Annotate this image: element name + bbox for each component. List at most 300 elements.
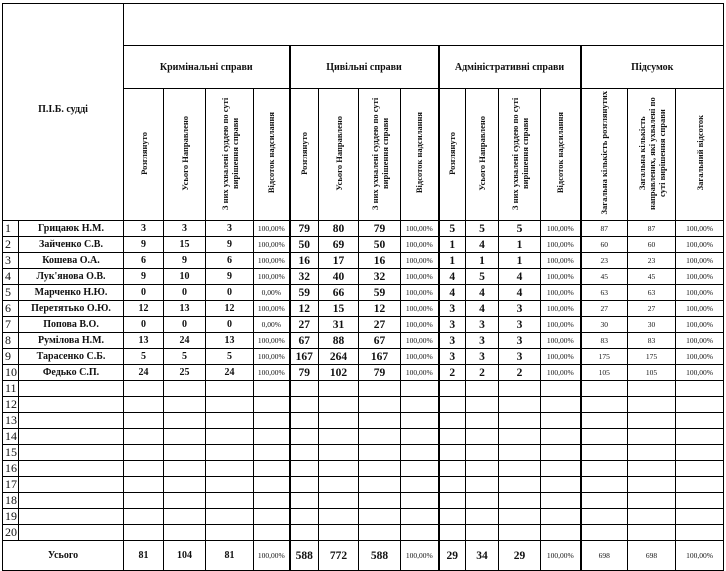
cell-summary-2: 100,00% — [676, 285, 724, 301]
cell-c-1: 25 — [164, 365, 206, 381]
cell-c-1: 104 — [164, 541, 206, 571]
cell-a-0 — [439, 509, 466, 525]
cell-c-2: 6 — [206, 253, 254, 269]
cell-c-3 — [254, 445, 290, 461]
judge-name: Попова В.О. — [19, 317, 124, 333]
cell-a-1: 1 — [466, 253, 499, 269]
cell-a-0: 1 — [439, 253, 466, 269]
cell-c-2 — [206, 461, 254, 477]
cell-a-1: 34 — [466, 541, 499, 571]
cell-a-0: 29 — [439, 541, 466, 571]
cell-summary-0: 63 — [581, 285, 628, 301]
subheader-a-1 — [466, 89, 499, 221]
cell-v-1 — [319, 413, 359, 429]
subheader-label: Відсоток надсилання — [555, 112, 566, 194]
cell-summary-2: 100,00% — [676, 269, 724, 285]
subheader-v-3 — [401, 89, 439, 221]
cell-a-1 — [466, 493, 499, 509]
row-number: 2 — [3, 237, 19, 253]
cell-v-3 — [401, 429, 439, 445]
cell-summary-2: 100,00% — [676, 349, 724, 365]
subheader-a-2 — [499, 89, 541, 221]
subheader-label: Розглянуто — [299, 131, 310, 175]
cell-a-0 — [439, 413, 466, 429]
cell-c-2: 0 — [206, 285, 254, 301]
table-row — [3, 333, 724, 349]
cell-c-0: 9 — [124, 237, 164, 253]
cell-v-2: 32 — [359, 269, 401, 285]
subheader-label: Загальний відсоток — [694, 115, 705, 191]
cell-summary-2 — [676, 381, 724, 397]
cell-v-3 — [401, 477, 439, 493]
table-row — [3, 509, 724, 525]
subheader-v-1 — [319, 89, 359, 221]
cell-v-3: 100,00% — [401, 349, 439, 365]
group-summary: Підсумок — [581, 46, 724, 89]
cell-c-2: 3 — [206, 221, 254, 237]
cell-a-2 — [499, 445, 541, 461]
cell-summary-0 — [581, 397, 628, 413]
cell-a-1 — [466, 413, 499, 429]
cell-c-0: 24 — [124, 365, 164, 381]
cell-a-1: 4 — [466, 301, 499, 317]
table-row — [3, 429, 724, 445]
subheader-c-2 — [206, 89, 254, 221]
cell-c-1: 3 — [164, 221, 206, 237]
cell-v-1 — [319, 445, 359, 461]
cell-v-3: 100,00% — [401, 269, 439, 285]
cell-c-1: 0 — [164, 317, 206, 333]
cell-v-1 — [319, 397, 359, 413]
cell-v-1 — [319, 509, 359, 525]
cell-c-3 — [254, 461, 290, 477]
row-number: 7 — [3, 317, 19, 333]
subheader-label: Загальна кількість розглянутих — [599, 91, 610, 215]
cell-summary-1: 87 — [628, 221, 676, 237]
subheader-c-1 — [164, 89, 206, 221]
row-number: 8 — [3, 333, 19, 349]
subheader-label: Усього Направлено — [179, 115, 190, 191]
subheader-v-2 — [359, 89, 401, 221]
row-number: 13 — [3, 413, 19, 429]
cell-summary-1: 60 — [628, 237, 676, 253]
cell-summary-2 — [676, 413, 724, 429]
cell-a-3: 100,00% — [541, 253, 581, 269]
cell-summary-2: 100,00% — [676, 221, 724, 237]
cell-c-1: 13 — [164, 301, 206, 317]
judges-statistics-table — [2, 3, 724, 571]
cell-v-2 — [359, 397, 401, 413]
cell-a-0 — [439, 525, 466, 541]
table-row — [3, 381, 724, 397]
cell-v-1 — [319, 429, 359, 445]
cell-v-2 — [359, 461, 401, 477]
row-number: 15 — [3, 445, 19, 461]
cell-c-0 — [124, 397, 164, 413]
cell-v-2: 79 — [359, 365, 401, 381]
cell-v-3: 100,00% — [401, 365, 439, 381]
cell-a-1: 3 — [466, 317, 499, 333]
cell-v-1: 102 — [319, 365, 359, 381]
cell-v-3 — [401, 381, 439, 397]
judge-name: Грицаюк Н.М. — [19, 221, 124, 237]
cell-summary-0: 23 — [581, 253, 628, 269]
cell-v-3: 100,00% — [401, 333, 439, 349]
cell-c-1: 0 — [164, 285, 206, 301]
cell-c-0: 6 — [124, 253, 164, 269]
cell-a-0 — [439, 429, 466, 445]
cell-v-0 — [290, 477, 319, 493]
cell-c-2: 5 — [206, 349, 254, 365]
table-row — [3, 221, 724, 237]
cell-a-2: 3 — [499, 301, 541, 317]
cell-c-3: 100,00% — [254, 333, 290, 349]
cell-c-0 — [124, 461, 164, 477]
cell-summary-2 — [676, 509, 724, 525]
cell-v-3: 100,00% — [401, 285, 439, 301]
cell-v-0: 59 — [290, 285, 319, 301]
cell-summary-2: 100,00% — [676, 301, 724, 317]
cell-c-1: 10 — [164, 269, 206, 285]
cell-summary-2: 100,00% — [676, 317, 724, 333]
cell-summary-1 — [628, 509, 676, 525]
table-row — [3, 493, 724, 509]
subheader-label: З них ухвалені суддею по суті вирішення справи — [219, 96, 240, 210]
cell-a-2 — [499, 525, 541, 541]
group-criminal: Кримінальні справи — [124, 46, 290, 89]
cell-summary-0 — [581, 381, 628, 397]
cell-a-1 — [466, 397, 499, 413]
cell-v-0: 16 — [290, 253, 319, 269]
cell-a-2: 29 — [499, 541, 541, 571]
cell-v-2: 79 — [359, 221, 401, 237]
cell-v-0: 79 — [290, 221, 319, 237]
cell-a-3 — [541, 429, 581, 445]
cell-v-1: 80 — [319, 221, 359, 237]
row-number: 1 — [3, 221, 19, 237]
cell-a-0: 3 — [439, 301, 466, 317]
table-row — [3, 477, 724, 493]
row-number: 11 — [3, 381, 19, 397]
cell-v-2 — [359, 445, 401, 461]
cell-c-1: 9 — [164, 253, 206, 269]
table-row — [3, 237, 724, 253]
cell-c-3: 100,00% — [254, 221, 290, 237]
judge-name-header: П.І.Б. судді — [3, 4, 124, 221]
cell-a-1 — [466, 445, 499, 461]
cell-a-2: 3 — [499, 317, 541, 333]
judge-name — [19, 477, 124, 493]
cell-summary-0: 45 — [581, 269, 628, 285]
cell-a-3: 100,00% — [541, 333, 581, 349]
cell-summary-2: 100,00% — [676, 365, 724, 381]
judge-name — [19, 381, 124, 397]
row-number: 3 — [3, 253, 19, 269]
cell-c-1: 15 — [164, 237, 206, 253]
cell-a-0: 4 — [439, 285, 466, 301]
judge-name: Марченко Н.Ю. — [19, 285, 124, 301]
cell-summary-1: 30 — [628, 317, 676, 333]
cell-c-2 — [206, 509, 254, 525]
cell-c-0: 12 — [124, 301, 164, 317]
cell-c-0 — [124, 381, 164, 397]
cell-a-1 — [466, 381, 499, 397]
totals-row — [3, 541, 724, 571]
cell-summary-0: 60 — [581, 237, 628, 253]
cell-v-1: 40 — [319, 269, 359, 285]
cell-a-0 — [439, 461, 466, 477]
subheader-summary-0 — [581, 89, 628, 221]
cell-a-1: 5 — [466, 221, 499, 237]
cell-c-0: 9 — [124, 269, 164, 285]
cell-c-0: 81 — [124, 541, 164, 571]
judge-name: Федько С.П. — [19, 365, 124, 381]
cell-v-0 — [290, 509, 319, 525]
cell-c-0 — [124, 509, 164, 525]
cell-a-0: 4 — [439, 269, 466, 285]
cell-summary-1: 83 — [628, 333, 676, 349]
table-row — [3, 413, 724, 429]
cell-summary-2: 100,00% — [676, 253, 724, 269]
cell-a-2 — [499, 429, 541, 445]
cell-summary-0 — [581, 493, 628, 509]
cell-c-3: 0,00% — [254, 285, 290, 301]
cell-c-1 — [164, 477, 206, 493]
subheader-a-0 — [439, 89, 466, 221]
cell-v-3 — [401, 509, 439, 525]
cell-a-2: 3 — [499, 333, 541, 349]
cell-c-3: 100,00% — [254, 253, 290, 269]
subheader-label: Усього Направлено — [333, 115, 344, 191]
cell-a-2: 2 — [499, 365, 541, 381]
judge-name — [19, 429, 124, 445]
cell-c-2 — [206, 525, 254, 541]
cell-v-0: 67 — [290, 333, 319, 349]
cell-v-0: 588 — [290, 541, 319, 571]
cell-c-3: 100,00% — [254, 269, 290, 285]
cell-a-0: 3 — [439, 333, 466, 349]
subheader-label: Загальна кількість направлених, які ухвалені по суті вирішення справи — [636, 96, 667, 210]
cell-a-0 — [439, 445, 466, 461]
cell-c-3 — [254, 429, 290, 445]
table-row — [3, 285, 724, 301]
cell-v-0: 32 — [290, 269, 319, 285]
cell-c-2: 9 — [206, 269, 254, 285]
cell-v-1: 69 — [319, 237, 359, 253]
row-number: 16 — [3, 461, 19, 477]
subheader-label: Розглянуто — [447, 131, 458, 175]
cell-v-3 — [401, 445, 439, 461]
cell-v-3 — [401, 493, 439, 509]
cell-a-2 — [499, 509, 541, 525]
cell-a-2 — [499, 493, 541, 509]
cell-summary-1: 45 — [628, 269, 676, 285]
cell-a-3: 100,00% — [541, 317, 581, 333]
cell-v-0 — [290, 413, 319, 429]
cell-summary-2 — [676, 429, 724, 445]
cell-v-2: 50 — [359, 237, 401, 253]
cell-a-2 — [499, 477, 541, 493]
cell-summary-1: 23 — [628, 253, 676, 269]
judge-name: Кошева О.А. — [19, 253, 124, 269]
cell-a-3 — [541, 397, 581, 413]
cell-a-1 — [466, 477, 499, 493]
cell-c-1 — [164, 525, 206, 541]
cell-c-2: 9 — [206, 237, 254, 253]
judge-name: Румілова Н.М. — [19, 333, 124, 349]
cell-c-2 — [206, 493, 254, 509]
subheader-label: Відсоток надсилання — [414, 112, 425, 194]
cell-summary-2 — [676, 477, 724, 493]
judge-name — [19, 509, 124, 525]
cell-summary-2 — [676, 461, 724, 477]
cell-a-2: 3 — [499, 349, 541, 365]
cell-summary-0 — [581, 509, 628, 525]
cell-c-2 — [206, 445, 254, 461]
cell-a-3: 100,00% — [541, 349, 581, 365]
cell-summary-0: 105 — [581, 365, 628, 381]
cell-c-0 — [124, 477, 164, 493]
judge-name: Тарасенко С.Б. — [19, 349, 124, 365]
cell-v-2 — [359, 413, 401, 429]
cell-summary-1 — [628, 429, 676, 445]
judge-name: Зайченко С.В. — [19, 237, 124, 253]
cell-v-1 — [319, 381, 359, 397]
cell-v-2: 588 — [359, 541, 401, 571]
cell-c-3 — [254, 381, 290, 397]
cell-c-0: 5 — [124, 349, 164, 365]
cell-c-3 — [254, 493, 290, 509]
cell-a-0 — [439, 397, 466, 413]
cell-a-2: 1 — [499, 237, 541, 253]
cell-summary-1 — [628, 493, 676, 509]
cell-a-1: 2 — [466, 365, 499, 381]
cell-c-1 — [164, 413, 206, 429]
subheader-c-3 — [254, 89, 290, 221]
cell-summary-1: 105 — [628, 365, 676, 381]
cell-v-1: 15 — [319, 301, 359, 317]
subheader-label: З них ухвалені суддею по суті вирішення справи — [369, 96, 390, 210]
table-row — [3, 301, 724, 317]
cell-v-2: 167 — [359, 349, 401, 365]
title-cell — [124, 4, 724, 46]
cell-a-3: 100,00% — [541, 237, 581, 253]
cell-summary-2: 100,00% — [676, 237, 724, 253]
group-administrative: Адміністративні справи — [439, 46, 581, 89]
cell-summary-1: 63 — [628, 285, 676, 301]
cell-summary-2 — [676, 397, 724, 413]
cell-v-1: 264 — [319, 349, 359, 365]
cell-a-0: 3 — [439, 349, 466, 365]
cell-v-3: 100,00% — [401, 541, 439, 571]
cell-summary-0: 30 — [581, 317, 628, 333]
cell-summary-1 — [628, 525, 676, 541]
cell-c-2: 81 — [206, 541, 254, 571]
cell-v-3: 100,00% — [401, 253, 439, 269]
cell-c-2 — [206, 397, 254, 413]
cell-v-3: 100,00% — [401, 301, 439, 317]
cell-a-2 — [499, 461, 541, 477]
cell-v-3: 100,00% — [401, 221, 439, 237]
row-number: 18 — [3, 493, 19, 509]
cell-c-2 — [206, 413, 254, 429]
cell-c-0: 0 — [124, 285, 164, 301]
cell-v-0: 12 — [290, 301, 319, 317]
group-civil: Цивільні справи — [290, 46, 439, 89]
cell-a-1 — [466, 429, 499, 445]
cell-a-0: 1 — [439, 237, 466, 253]
cell-v-1: 17 — [319, 253, 359, 269]
table-row — [3, 461, 724, 477]
cell-summary-2: 100,00% — [676, 333, 724, 349]
subheader-c-0 — [124, 89, 164, 221]
totals-label: Усього — [3, 541, 124, 571]
cell-summary-1: 27 — [628, 301, 676, 317]
judge-name: Лук'янова О.В. — [19, 269, 124, 285]
cell-summary-0 — [581, 525, 628, 541]
cell-v-1: 772 — [319, 541, 359, 571]
cell-c-2: 24 — [206, 365, 254, 381]
cell-summary-0: 87 — [581, 221, 628, 237]
judge-name — [19, 397, 124, 413]
cell-v-3 — [401, 461, 439, 477]
cell-v-1: 31 — [319, 317, 359, 333]
cell-c-2: 13 — [206, 333, 254, 349]
cell-summary-0 — [581, 445, 628, 461]
cell-v-2: 59 — [359, 285, 401, 301]
row-number: 17 — [3, 477, 19, 493]
cell-v-1: 88 — [319, 333, 359, 349]
cell-v-0 — [290, 525, 319, 541]
cell-c-3 — [254, 525, 290, 541]
cell-v-1 — [319, 477, 359, 493]
subheader-a-3 — [541, 89, 581, 221]
cell-summary-1 — [628, 397, 676, 413]
cell-c-1 — [164, 429, 206, 445]
cell-c-1 — [164, 493, 206, 509]
cell-summary-1 — [628, 381, 676, 397]
judge-name — [19, 461, 124, 477]
cell-summary-0 — [581, 429, 628, 445]
row-number: 9 — [3, 349, 19, 365]
subheader-label: Усього Направлено — [477, 115, 488, 191]
cell-v-1 — [319, 461, 359, 477]
row-number: 4 — [3, 269, 19, 285]
cell-a-2: 5 — [499, 221, 541, 237]
cell-v-1 — [319, 493, 359, 509]
cell-v-3: 100,00% — [401, 317, 439, 333]
cell-a-3 — [541, 493, 581, 509]
cell-v-0: 167 — [290, 349, 319, 365]
cell-a-3 — [541, 413, 581, 429]
cell-c-3: 100,00% — [254, 301, 290, 317]
cell-v-2 — [359, 477, 401, 493]
cell-a-3 — [541, 509, 581, 525]
table-row — [3, 365, 724, 381]
cell-a-3: 100,00% — [541, 269, 581, 285]
cell-v-0 — [290, 493, 319, 509]
cell-c-1 — [164, 397, 206, 413]
cell-c-0: 13 — [124, 333, 164, 349]
cell-a-1: 3 — [466, 349, 499, 365]
cell-summary-0: 698 — [581, 541, 628, 571]
row-number: 10 — [3, 365, 19, 381]
cell-v-0: 79 — [290, 365, 319, 381]
cell-a-3: 100,00% — [541, 301, 581, 317]
row-number: 14 — [3, 429, 19, 445]
judge-name — [19, 525, 124, 541]
cell-v-3 — [401, 413, 439, 429]
